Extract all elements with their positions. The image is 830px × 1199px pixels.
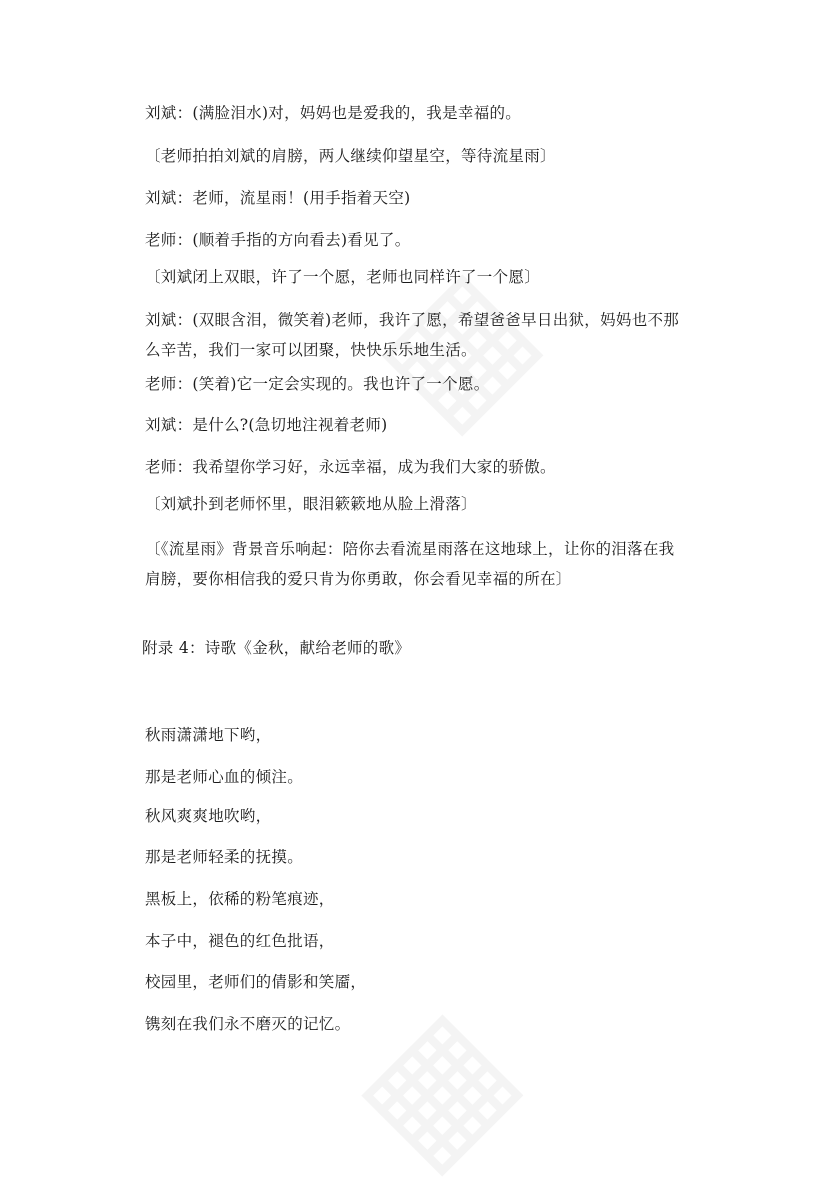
dialogue-line: 老师：我希望你学习好，永远幸福，成为我们大家的骄傲。 [145,458,556,476]
poem-line: 本子中，褪色的红色批语， [145,932,335,950]
stage-direction: 〔老师拍拍刘斌的肩膀，两人继续仰望星空，等待流星雨〕 [145,147,556,165]
poem-line: 那是老师轻柔的抚摸。 [145,848,304,866]
dialogue-line: 刘斌：老师，流星雨！(用手指着天空) [145,189,411,207]
watermark [339,975,562,1198]
poem-line: 镌刻在我们永不磨灭的记忆。 [145,1015,351,1033]
stage-direction: 〔刘斌扑到老师怀里，眼泪簌簌地从脸上滑落〕 [145,495,477,513]
dialogue-line: 老师：(顺着手指的方向看去)看见了。 [145,231,411,249]
dialogue-line: 刘斌：(满脸泪水)对，妈妈也是爱我的，我是幸福的。 [145,104,522,122]
stage-direction: 〔刘斌闭上双眼，许了一个愿，老师也同样许了一个愿〕 [145,268,541,286]
poem-line: 黑板上，依稀的粉笔痕迹， [145,890,335,908]
dialogue-line: 老师：(笑着)它一定会实现的。我也许了一个愿。 [145,375,490,393]
poem-line: 秋风爽爽地吹哟， [145,807,272,825]
poem-line: 校园里，老师们的倩影和笑靥， [145,973,367,991]
dialogue-line: 刘斌：(双眼含泪，微笑着)老师，我许了愿，希望爸爸早日出狱，妈妈也不那么辛苦，我们一家可以团聚，快快乐乐地生活。 [145,311,680,359]
dialogue-line: 刘斌：是什么?(急切地注视着老师) [145,416,388,434]
poem-line: 那是老师心血的倾注。 [145,768,304,786]
appendix-title: 附录 4：诗歌《金秋，献给老师的歌》 [142,639,411,657]
stage-direction: 〔《流星雨》背景音乐响起：陪你去看流星雨落在这地球上，让你的泪落在我肩膀，要你相信我的爱只肯为你勇敢，你会看见幸福的所在〕 [145,540,675,588]
poem-line: 秋雨潇潇地下哟， [145,726,272,744]
